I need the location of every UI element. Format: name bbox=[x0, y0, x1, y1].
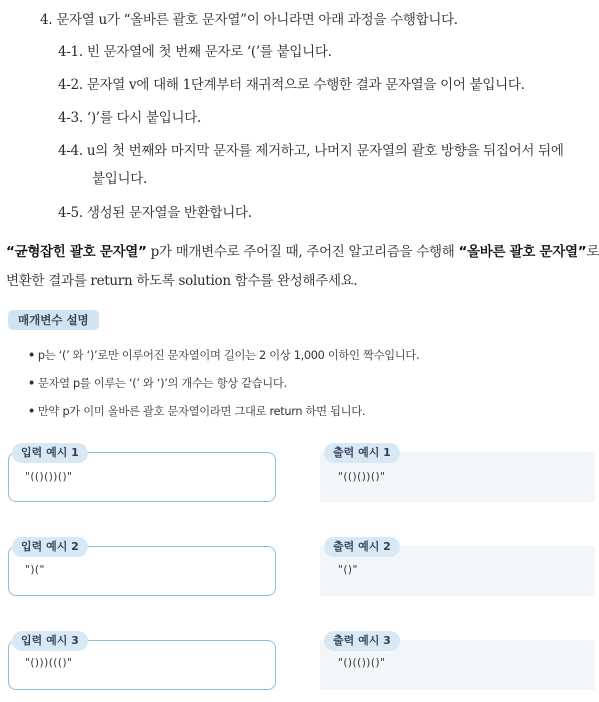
step-4: 4. 문자열 u가 “올바른 괄호 문자열”이 아니라면 아래 과정을 수행합니다. bbox=[40, 12, 458, 28]
output-example-value: "()(())()" bbox=[338, 657, 386, 669]
input-example-label: 입력 예시 1 bbox=[12, 443, 88, 463]
input-example-label: 입력 예시 2 bbox=[12, 537, 88, 557]
param-item: • 문자열 p를 이루는 ‘(’ 와 ‘)’의 개수는 항상 같습니다. bbox=[28, 377, 287, 390]
output-example-label: 출력 예시 1 bbox=[324, 443, 400, 463]
task-text-mid: p가 매개변수로 주어질 때, 주어진 알고리즘을 수행해 bbox=[146, 244, 459, 260]
input-example-value: "(()())()" bbox=[25, 471, 73, 483]
input-example-value: "()))((()" bbox=[25, 657, 73, 669]
output-example-label: 출력 예시 2 bbox=[324, 537, 400, 557]
params-title-tag: 매개변수 설명 bbox=[8, 310, 99, 330]
output-example-label: 출력 예시 3 bbox=[324, 631, 400, 651]
input-example-value: ")(" bbox=[25, 564, 45, 576]
step-4-4: 4-4. u의 첫 번째와 마지막 문자를 제거하고, 나머지 문자열의 괄호 방향을 뒤집어서 뒤에 bbox=[58, 143, 564, 159]
task-description-line1 bbox=[6, 240, 599, 260]
output-example-value: "(()())()" bbox=[338, 471, 386, 483]
param-item: • p는 ‘(’ 와 ‘)’로만 이루어진 문자열이며 길이는 2 이상 1,000 이하인 짝수입니다. bbox=[28, 349, 420, 362]
balanced-term: “균형잡힌 괄호 문자열” bbox=[6, 244, 147, 260]
step-4-2: 4-2. 문자열 v에 대해 1단계부터 재귀적으로 수행한 결과 문자열을 이어 붙입니다. bbox=[58, 77, 525, 93]
step-4-4-continued: 붙입니다. bbox=[92, 171, 147, 187]
task-text-end: 로 bbox=[586, 244, 599, 260]
param-item: • 만약 p가 이미 올바른 괄호 문자열이라면 그대로 return 하면 됩니다. bbox=[28, 405, 366, 418]
step-4-3: 4-3. ‘)’를 다시 붙입니다. bbox=[58, 110, 201, 126]
task-description-line2: 변환한 결과를 return 하도록 solution 함수를 완성해주세요. bbox=[6, 273, 358, 289]
input-example-label: 입력 예시 3 bbox=[12, 631, 88, 651]
step-4-5: 4-5. 생성된 문자열을 반환합니다. bbox=[58, 205, 252, 221]
step-4-1: 4-1. 빈 문자열에 첫 번째 문자로 ‘(’를 붙입니다. bbox=[58, 44, 332, 60]
output-example-value: "()" bbox=[338, 564, 358, 576]
correct-term: “올바른 괄호 문자열” bbox=[458, 244, 587, 260]
